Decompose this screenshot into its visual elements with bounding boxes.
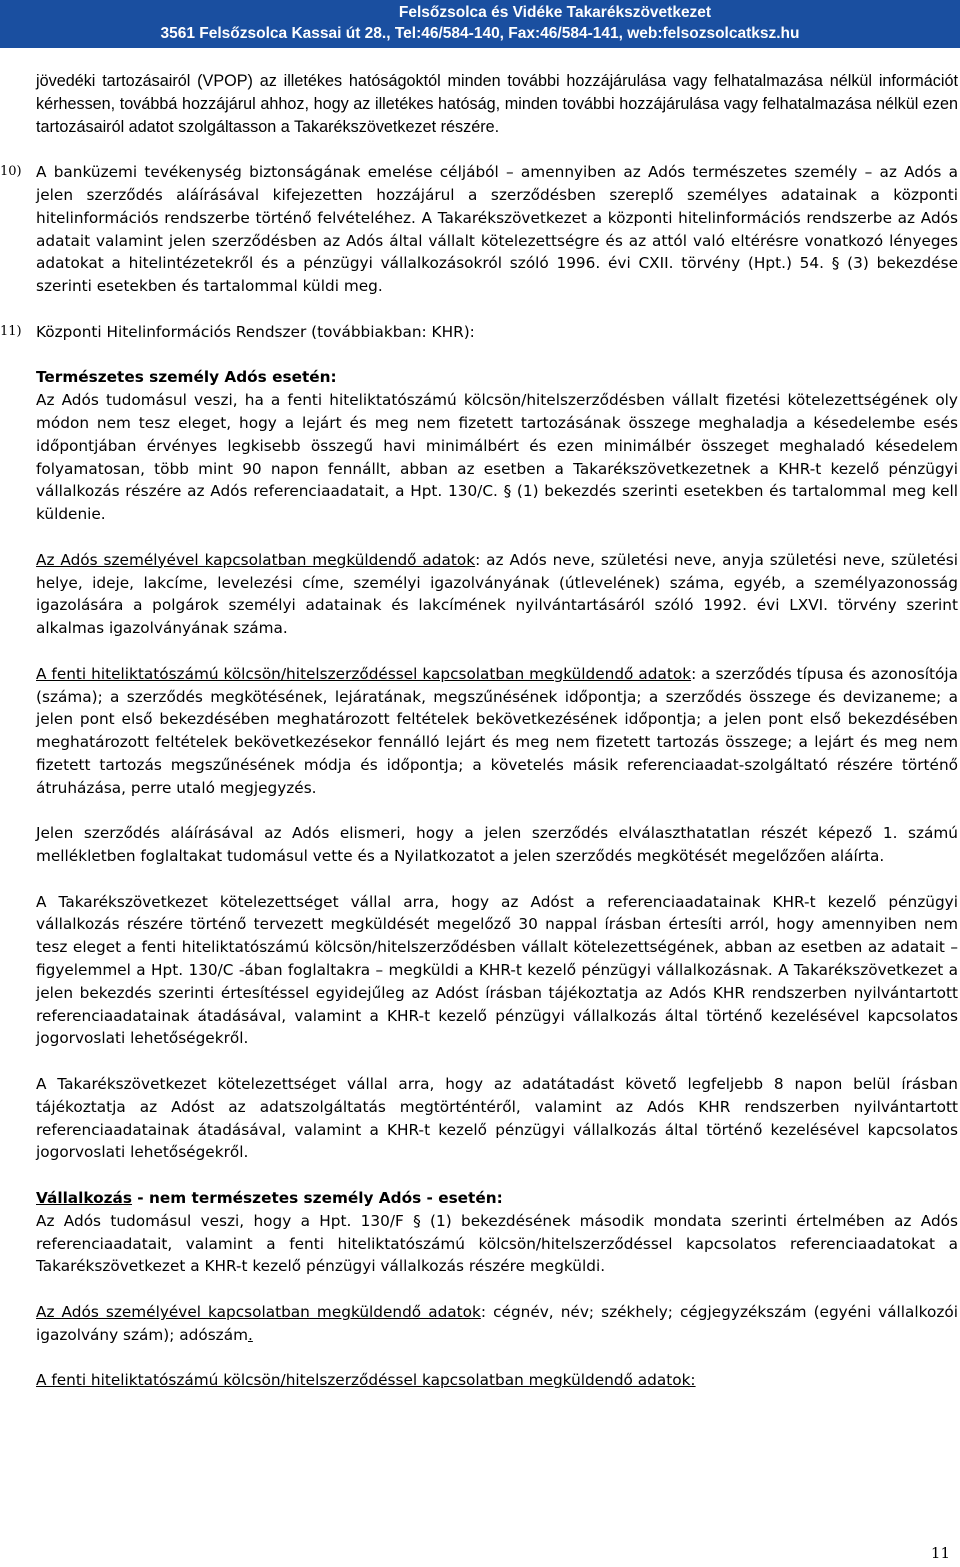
item-10-text: A banküzemi tevékenység biztonságának emelése céljából – amennyiben az Adós természetes személy – az Adós a jelen szerződés aláírásával kifejezetten hozzájárul a szerződésben szereplő személyes adatainak a központi hitelinformációs rendszerbe történő felvételéhez. A Takarékszövetkezet a központi hitelinformációs rendszerbe az Adós adatait valamint jelen szerződésben az Adós által vállalt kötelezettségre és az attól való eltérésre vonatkozó lényeges adatokat a hitelintézetekről és a pénzügyi vállalkozásokról szóló 1996. évi CXII. törvény (Hpt.) 54. § (3) bekezdése szerinti esetekben és tartalommal küldi meg. bbox=[36, 163, 958, 296]
enterprise-contract-label: A fenti hiteliktatószámú kölcsön/hitelszerződéssel kapcsolatban megküldendő adatok: bbox=[36, 1371, 696, 1390]
natural-person-paragraph: Az Adós tudomásul veszi, ha a fenti hiteliktatószámú kölcsön/hitelszerződésben vállalt fizetési kötelezettségének oly módon nem tesz eleget, hogy a lejárt és meg nem fizetett tartozásának összege meghaladja a késedelembe esés időpontjában érvényes legkisebb összegű havi minimálbért és ezen minimálbér összeget meghaladó késedelem folyamatosan, több mint 90 napon fennállt, abban az esetben a Takarékszövetkezetnek a KHR-t kezelő pénzügyi vállalkozás részére az Adós referenciaadatait, a Hpt. 130/C. § (1) bekezdés szerinti esetekben és tartalommal meg kell küldenie. bbox=[36, 391, 958, 524]
item-11-text: Központi Hitelinformációs Rendszer (továbbiakban: KHR): bbox=[36, 322, 475, 341]
enterprise-contract-paragraph bbox=[36, 1369, 958, 1392]
personal-data-label: Az Adós személyével kapcsolatban megküldendő adatok bbox=[36, 550, 476, 569]
letterhead-band bbox=[0, 0, 960, 48]
item-11-number: 11) bbox=[0, 323, 22, 339]
item-11 bbox=[0, 321, 958, 344]
enterprise-data-end: . bbox=[247, 1325, 253, 1344]
obligation-paragraph-1: A Takarékszövetkezet kötelezettséget vállal arra, hogy az Adóst a referenciaadatainak KHR-t kezelő pénzügyi vállalkozás részére történő tervezett megküldését megelőző 30 nappal írásban értesíti arról, hogy amennyiben nem tesz eleget a fenti hiteliktatószámú kölcsön/hitelszerződésben vállalt kötelezettségének, abban az esetben az adatait – figyelemmel a Hpt. 130/C -ában foglaltakra – megküldi a KHR-t kezelő pénzügyi vállalkozásnak. A Takarékszövetkezet a jelen bekezdés szerinti értesítéssel egyidejűleg az Adóst írásban tájékoztatja az Adós KHR rendszerben nyilvántartott referenciaadatainak átadásával, valamint a KHR-t kezelő pénzügyi vállalkozás által történő kezelésével kapcsolatos jogorvoslati lehetőségekről. bbox=[36, 892, 958, 1048]
document-body bbox=[0, 70, 958, 1392]
obligation-paragraph-2: A Takarékszövetkezet kötelezettséget vállal arra, hogy az adatátadást követő legfeljebb 8 napon belül írásban tájékoztatja az Adóst az adatszolgáltatás megtörténtéről, valamint az Adós KHR rendszerben nyilvántartott referenciaadatainak átadásával, valamint a KHR-t kezelő pénzügyi vállalkozás által történő kezelésével kapcsolatos jogorvoslati lehetőségekről. bbox=[36, 1075, 958, 1162]
personal-data-paragraph bbox=[36, 549, 958, 640]
item-10-number: 10) bbox=[0, 164, 22, 180]
personal-data-text: : az Adós neve, születési neve, anyja születési neve, születési helye, ideje, lakcíme, levelezési címe, személyi igazolványának (útlevelének) száma, egyéb, a személyazonosság igazolására a polgárok személyi adatainak és lakcímének nyilvántartásáról szóló 1992. évi LXVI. törvény szerint alkalmas igazolványának száma. bbox=[36, 550, 958, 638]
enterprise-data-text: : cégnév, név; székhely; cégjegyzékszám (egyéni vállalkozói igazolvány szám); adószám bbox=[36, 1303, 958, 1344]
enterprise-heading-rest: - nem természetes személy Adós - esetén: bbox=[131, 1189, 503, 1208]
enterprise-heading-underlined: Vállalkozás bbox=[36, 1189, 132, 1208]
letterhead-org-name: Felsőzsolca és Vidéke Takarékszövetkezet bbox=[398, 4, 712, 21]
enterprise-data-paragraph bbox=[36, 1301, 958, 1347]
acknowledgement-paragraph: Jelen szerződés aláírásával az Adós elismeri, hogy a jelen szerződés elválaszthatatlan részét képező 1. számú mellékletben foglaltakat tudomásul vette és a Nyilatkozatot a jelen szerződés megkötését megelőzően aláírta. bbox=[36, 824, 958, 866]
natural-person-heading: Természetes személy Adós esetén: bbox=[36, 368, 337, 387]
enterprise-data-label: Az Adós személyével kapcsolatban megküldendő adatok bbox=[36, 1303, 481, 1322]
intro-paragraph: jövedéki tartozásairól (VPOP) az illetékes hatóságoktól minden további hozzájárulása vagy felhatalmazása nélkül információt kérhessen, továbbá hozzájárul ahhoz, hogy az illetékes hatóság, minden további hozzájárulása vagy felhatalmazása nélkül ezen tartozásairól adatot szolgáltasson a Takarékszövetkezet részére. bbox=[36, 72, 958, 136]
enterprise-heading bbox=[36, 1187, 958, 1210]
letterhead-contact-line: 3561 Felsőzsolca Kassai út 28., Tel:46/584-140, Fax:46/584-141, web:felsozsolcatksz.hu bbox=[160, 25, 800, 42]
page-number: 11 bbox=[930, 1544, 950, 1562]
contract-data-text: : a szerződés típusa és azonosítója (száma); a szerződés megkötésének, lejáratának, megszűnésének időpontja; a szerződés összege és devizaneme; a jelen pont első bekezdésében meghatározott feltételek bekövetkezésének időpontja; a jelen pont első bekezdésében meghatározott feltételek bekövetkezésekor fennálló lejárt és meg nem fizetett tartozás összege; a lejárt és meg nem fizetett tartozás megszűnésének módja és időpontja; a követelés másik referenciaadat-szolgáltató részére történő átruházása, perre utaló megjegyzés. bbox=[36, 664, 958, 797]
item-10 bbox=[0, 161, 958, 298]
contract-data-paragraph bbox=[36, 663, 958, 800]
enterprise-paragraph: Az Adós tudomásul veszi, hogy a Hpt. 130/F § (1) bekezdésének második mondata szerinti értelmében az Adós referenciaadatait, valamint a fenti hiteliktatószámú kölcsön/hitelszerződéssel kapcsolatos referenciaadatokat a Takarékszövetkezet a KHR-t kezelő pénzügyi vállalkozás részére megküldi. bbox=[36, 1211, 958, 1276]
contract-data-label: A fenti hiteliktatószámú kölcsön/hitelszerződéssel kapcsolatban megküldendő adatok bbox=[36, 664, 692, 683]
